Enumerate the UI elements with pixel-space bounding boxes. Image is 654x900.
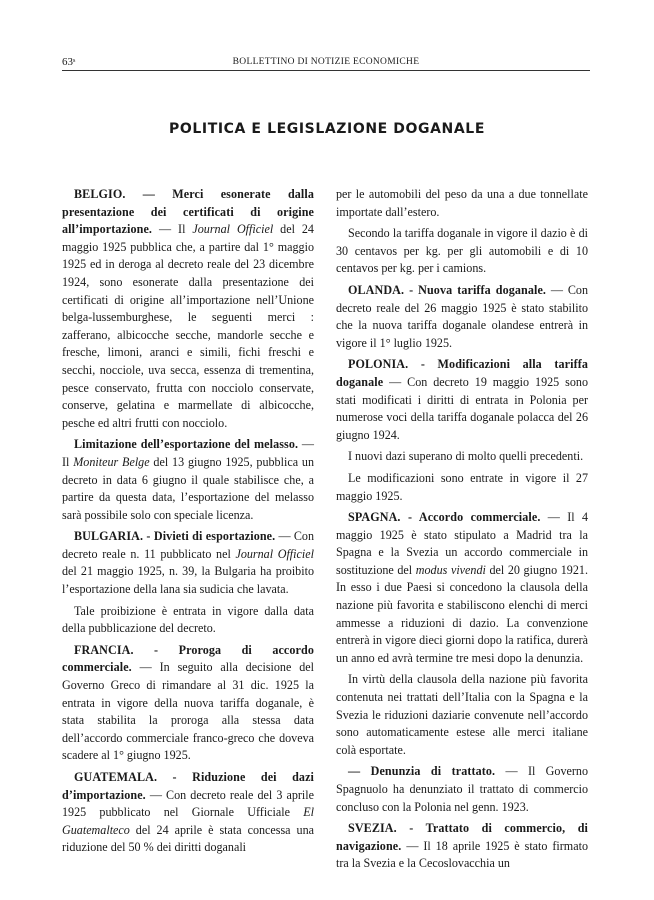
paragraph-guatemala-cont: per le automobili del peso da una a due tonnellate importate dall’estero. [336,187,588,219]
heading-francia: FRANCIA. - Proroga di accordo commerciale. [62,642,314,675]
paragraph-guatemala-2: Secondo la tariffa doganale in vigore il dazio è di 30 centavos per kg. per gli automobili e di 10 centavos per kg. per i camions. [336,226,588,276]
paragraph-guatemala: GUATEMALA. - Riduzione dei dazi d’importazione. — Con decreto reale del 3 aprile 1925 pubblicato nel Giornale Ufficiale El Guatemalteco del 24 aprile è stata concessa una riduzione del 50 % dei diritti doganali [62,770,314,855]
page-number: 63ˢ [62,56,76,68]
heading-svezia: SVEZIA. - Trattato di commercio, di navigazione. [336,821,588,853]
running-head: BOLLETTINO DI NOTIZIE ECONOMICHE [232,57,420,67]
paragraph-belgio: BELGIO. — Merci esonerate dalla presentazione dei certificati di origine all’importazione. — Il Journal Officiel del 24 maggio 1925 pubblica che, a partire dal 1° maggio 1925 ed in deroga al decreto reale del 23 dicembre 1924, sono esonerate dalla presentazione dei certificati di origine all’importazione nell’Unione belga-lussemburghese, le seguenti merci : zafferano, albicocche secche, mandorle secche e fresche, limoni, aranci e simili, fichi freschi e secchi, nocciole, uva secca, essenza di trementina, pesce conservato, frutta con nocciolo conservate, conserve, gelatina e marmellate di albicocche, pesche ed altri frutti con nocciolo. [62,187,314,430]
heading-spagna: SPAGNA. - Accordo commerciale. [348,510,541,525]
heading-belgio: BELGIO. — Merci esonerate dalla presentazione dei certificati di origine all’importazione. [62,187,314,237]
heading-polonia: POLONIA. - Modificazioni alla tariffa doganale [336,357,588,389]
paragraph-polonia-3: Le modificazioni sono entrate in vigore il 27 maggio 1925. [336,470,588,503]
paragraph-spagna-2: In virtù della clausola della nazione più favorita contenuta nei trattati dell’Italia con la Spagna e la Svezia le riduzioni daziarie convenute nell’accordo sono automaticamente estese alle merci italiane colà esportate. [336,672,588,757]
heading-bulgaria: BULGARIA. - Divieti di esportazione. [74,529,276,544]
left-column [62,186,314,861]
heading-denunzia: — Denunzia di trattato. [348,764,496,779]
page-header [62,56,590,71]
paragraph-bulgaria-2: Tale proibizione è entrata in vigore dalla data della pubblicazione del decreto. [62,603,314,636]
paragraph-melasso: Limitazione dell’esportazione del melasso. — Il Moniteur Belge del 13 giugno 1925, pubblica un decreto in data 6 giugno il quale stabilisce che, a partire da questa data, l’esportazione del melasso sarà possibile solo con speciale licenza. [62,437,314,522]
right-column [336,186,588,877]
paragraph-polonia: POLONIA. - Modificazioni alla tariffa doganale — Con decreto 19 maggio 1925 sono stati modificati i diritti di entrata in Polonia per numerose voci della tariffa doganale polacca del 26 giugno 1924. [336,357,588,442]
heading-olanda: OLANDA. - Nuova tariffa doganale. [348,282,547,297]
paragraph-svezia: SVEZIA. - Trattato di commercio, di navigazione. — Il 18 aprile 1925 è stato firmato tra la Svezia e la Cecoslovacchia un [336,821,588,871]
paragraph-olanda: OLANDA. - Nuova tariffa doganale. — Con decreto reale del 26 maggio 1925 è stato stabilito che la nuova tariffa doganale olandese entrerà in vigore il 1° luglio 1925. [336,282,588,350]
paragraph-bulgaria: BULGARIA. - Divieti di esportazione. — Con decreto reale n. 11 pubblicato nel Journal Officiel del 21 maggio 1925, n. 39, la Bulgaria ha proibito l’esportazione della lana sia sudicia che lavata. [62,529,314,597]
paragraph-francia: FRANCIA. - Proroga di accordo commerciale. — In seguito alla decisione del Governo Greco di rimandare al 31 dic. 1925 la entrata in vigore della nuova tariffa doganale, è stata stabilita la proroga alla stessa data dell’accordo commerciale franco-greco che doveva scadere al 1° giugno 1925. [62,642,314,763]
paragraph-denunzia: — Denunzia di trattato. — Il Governo Spagnuolo ha denunziato il trattato di commercio concluso con la Polonia nel genn. 1923. [336,764,588,814]
paragraph-polonia-2: I nuovi dazi superano di molto quelli precedenti. [348,449,584,464]
heading-guatemala: GUATEMALA. - Riduzione dei dazi d’importazione. [62,770,314,802]
section-title: POLITICA E LEGISLAZIONE DOGANALE [169,121,485,137]
paragraph-spagna: SPAGNA. - Accordo commerciale. — Il 4 maggio 1925 è stato stipulato a Madrid tra la Spagna e la Svezia un accordo commerciale in sostituzione del modus vivendi del 20 giugno 1921. In esso i due Paesi si concedono la clausola della nazione più favorita e stabiliscono elenchi di merci ammesse a riduzioni di dazio. La convenzione entrerà in vigore dieci giorni dopo la ratifica, durerà un anno ed avrà termine tre mesi dopo la denunzia. [336,510,588,665]
heading-melasso: Limitazione dell’esportazione del melasso. [74,437,299,452]
